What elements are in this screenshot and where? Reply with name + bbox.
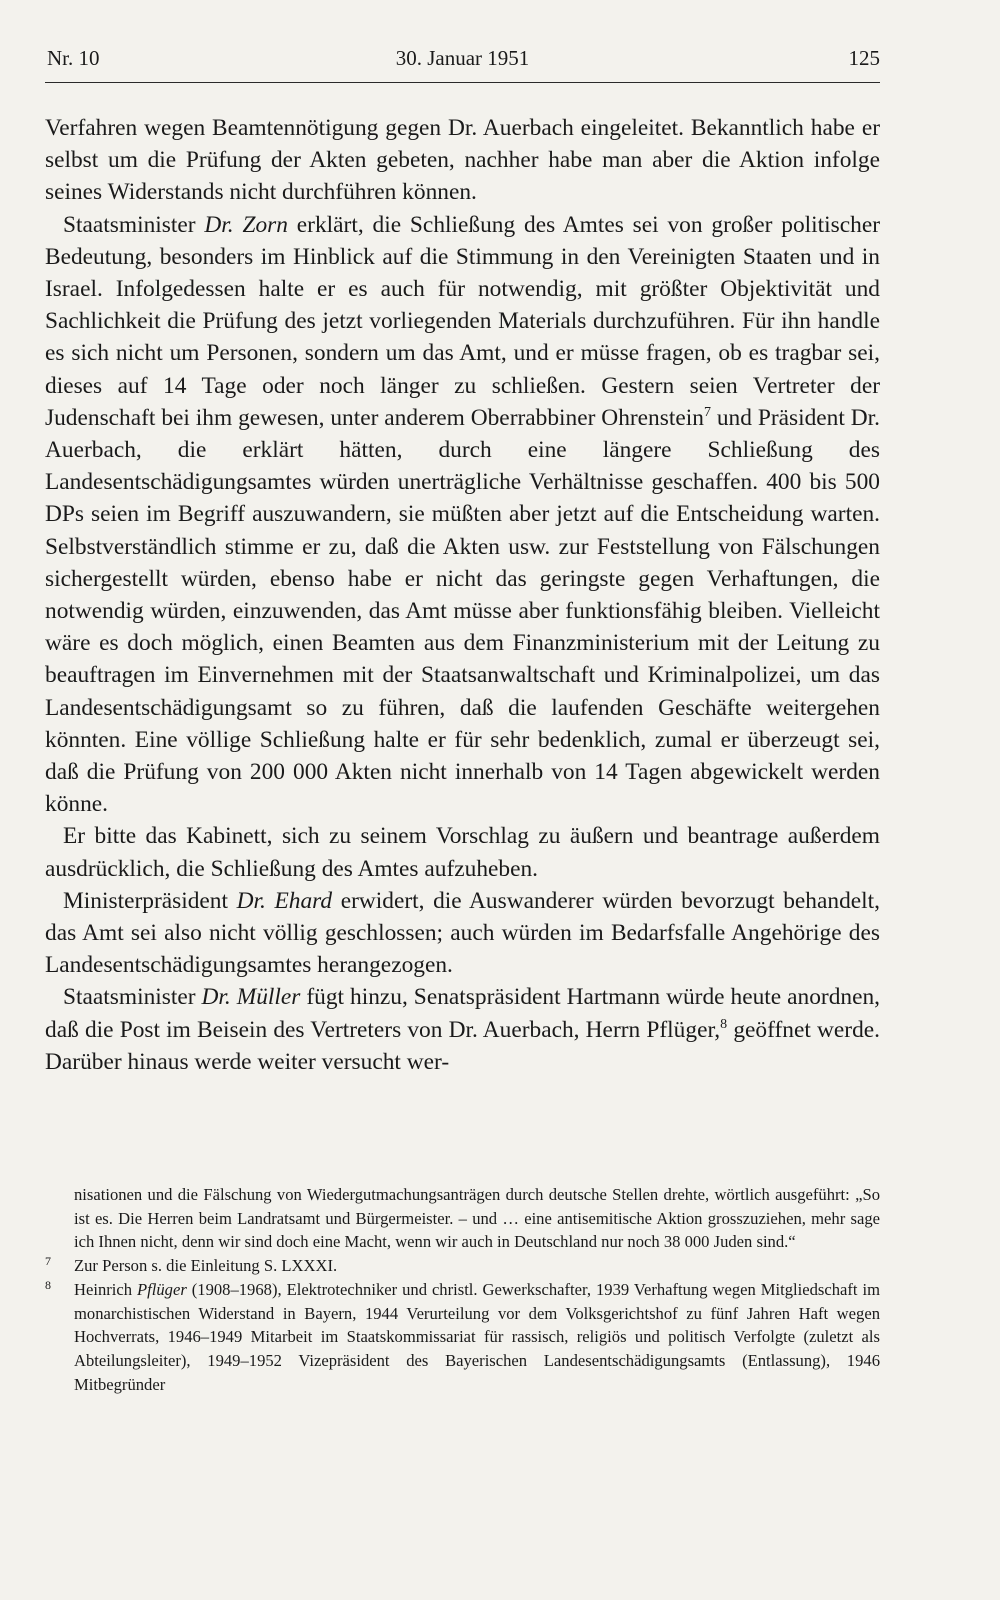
footnote-number: 8 <box>45 1277 51 1292</box>
speaker-name: Dr. Ehard <box>236 887 333 914</box>
speaker-name: Dr. Zorn <box>204 211 288 238</box>
footnote-text: (1908–1968), Elektrotechniker und christl. Gewerkschafter, 1939 Verhaftung wegen Mitgliedschaft im monarchistischen Widerstand in Bayern, 1944 Verurteilung vor dem Volksgerichtshof zu fünf Jahren Haft wegen Hochverrats, 1946–1949 Mitarbeit im Staatskommissariat für rassisch, religiös und politisch Verfolgte (zuletzt als Abteilungsleiter), 1949–1952 Vizepräsident des Bayerischen Landesentschädigungsamts (Entlassung), 1946 Mitbegründer <box>74 1279 881 1394</box>
paragraph-3: Er bitte das Kabinett, sich zu seinem Vorschlag zu äußern und beantrage außerdem ausdrücklich, die Schließung des Amtes aufzuheben. <box>45 823 880 882</box>
footnote-continuation: nisationen und die Fälschung von Wiedergutmachungsanträgen durch deutsche Stellen drehte, wörtlich ausgeführt: „So ist es. Die Herren beim Landratsamt und Bürgermeister. – und … eine antisemitische Aktion grosszuziehen, mehr sage ich Ihnen nicht, denn wir sind doch eine Macht, wenn wir auch in Deutschland nur noch 38 000 Juden sind.“ <box>74 1185 880 1252</box>
paragraph-5 <box>45 981 880 1078</box>
paragraph-2-text-cont: und Präsident Dr. Auerbach, die erklärt hätten, durch eine längere Schließung des Landesentschädigungsamtes würden unerträgliche Verhältnisse geschaffen. 400 bis 500 DPs seien im Begriff auszuwandern, sie müßten aber jetzt auf die Entscheidung warten. Selbstverständlich stimme er zu, daß die Akten usw. zur Feststellung von Fälschungen sichergestellt würden, ebenso habe er nicht das geringste gegen Verhaftungen, die notwendig würden, einzuwenden, das Amt müsse aber funktionsfähig bleiben. Vielleicht wäre es doch möglich, einen Beamten aus dem Finanzministerium mit der Leitung zu beauftragen im Einvernehmen mit der Staatsanwaltschaft und Kriminalpolizei, um das Landesentschädigungsamt so zu führen, daß die laufenden Geschäfte weitergehen könnten. Eine völlige Schließung halte er für sehr bedenklich, zumal er überzeugt sei, daß die Prüfung von 200 000 Akten nicht innerhalb von 14 Tagen abgewickelt werden könne. <box>45 404 881 818</box>
paragraph-4-intro: Ministerpräsident <box>63 887 237 914</box>
main-text <box>45 112 880 1078</box>
footnote-7 <box>45 1254 880 1278</box>
header-rule <box>45 82 880 83</box>
footnote-text: Zur Person s. die Einleitung S. LXXXI. <box>74 1256 338 1276</box>
paragraph-5-text: fügt hinzu, Senatspräsident Hartmann würde heute anordnen, daß die Post im Beisein des Vertreters von Dr. Auerbach, Herrn Pflüger, <box>45 984 881 1043</box>
paragraph-2-text: erklärt, die Schließung des Amtes sei von großer politischer Bedeutung, besonders im Hinblick auf die Stimmung in den Vereinigten Staaten und in Israel. Infolgedessen halte er es auch für notwendig, mit größter Objektivität und Sachlichkeit die Prüfung des jetzt vorliegenden Materials durchzuführen. Für ihn handle es sich nicht um Personen, sondern um das Amt, und er müsse fragen, ob es tragbar sei, dieses auf 14 Tage oder noch länger zu schließen. Gestern seien Vertreter der Judenschaft bei ihm gewesen, unter anderem Oberrabbiner Ohrenstein <box>45 211 880 431</box>
footnote-ref-8[interactable]: 8 <box>720 1016 728 1032</box>
page-number: 125 <box>848 46 880 70</box>
footnote-8 <box>45 1278 880 1397</box>
paragraph-2-intro: Staatsminister <box>63 211 205 238</box>
running-header <box>45 46 880 74</box>
issue-number: Nr. 10 <box>47 46 100 70</box>
header-date: 30. Januar 1951 <box>395 46 530 70</box>
paragraph-2 <box>45 209 880 821</box>
footnote-text-intro: Heinrich <box>74 1279 138 1299</box>
paragraph-5-text-cont: geöffnet werde. Darüber hinaus werde weiter versucht wer- <box>45 1016 880 1075</box>
paragraph-1: Verfahren wegen Beamtennötigung gegen Dr. Auerbach eingeleitet. Bekanntlich habe er selbst um die Prüfung der Akten gebeten, nachher habe man aber die Aktion infolge seines Widerstands nicht durchführen können. <box>45 115 880 206</box>
footnote-ref-7[interactable]: 7 <box>703 404 711 420</box>
footnotes <box>45 1183 880 1396</box>
footnote-number: 7 <box>45 1254 51 1269</box>
paragraph-5-intro: Staatsminister <box>63 984 202 1011</box>
speaker-name: Dr. Müller <box>201 984 301 1011</box>
footnote-person-name: Pflüger <box>137 1279 187 1299</box>
paragraph-4 <box>45 885 880 982</box>
paragraph-4-text: erwidert, die Auswanderer würden bevorzugt behandelt, das Amt sei also nicht völlig geschlossen; auch würden im Bedarfsfalle Angehörige des Landesentschädigungsamtes herangezogen. <box>45 887 880 979</box>
